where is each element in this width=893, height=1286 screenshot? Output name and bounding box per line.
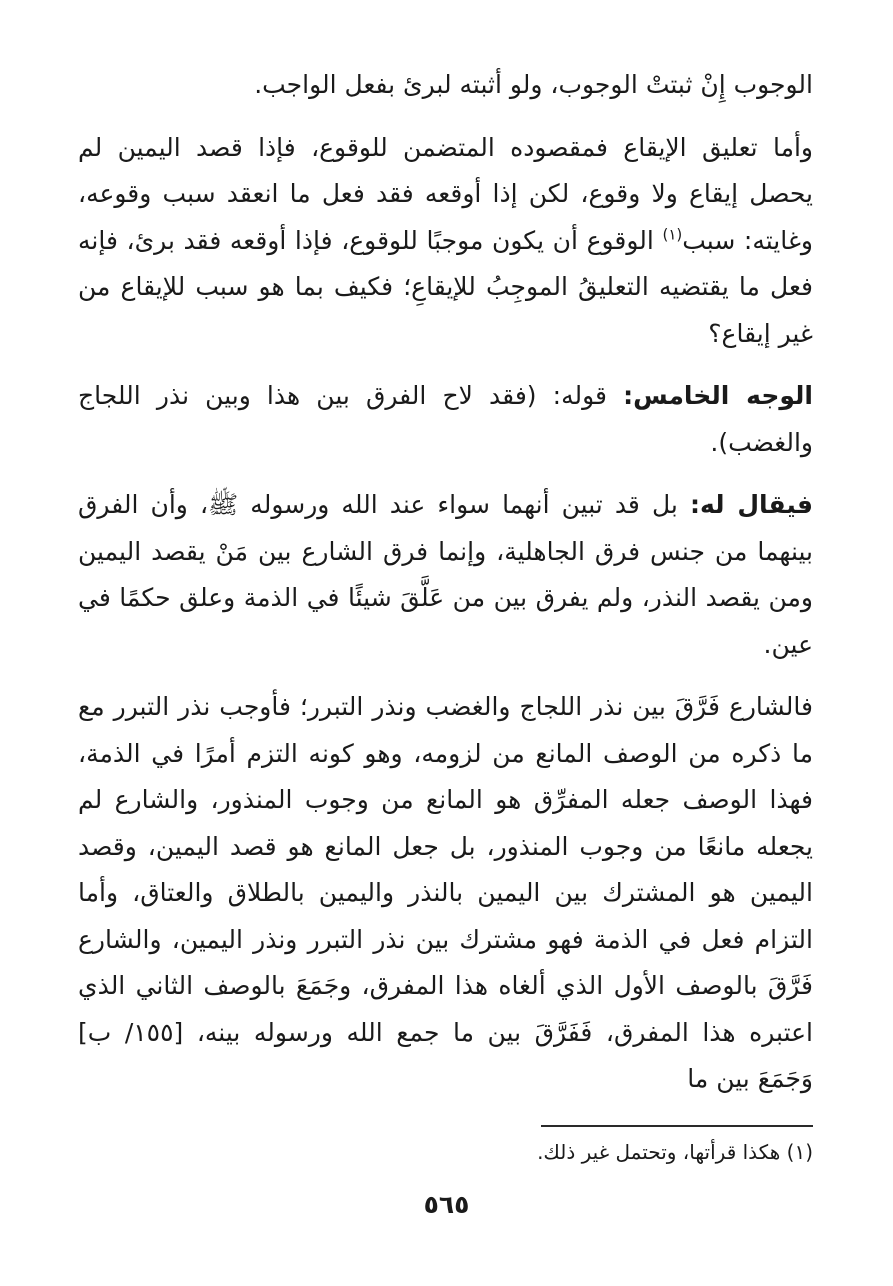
footnote-text: هكذا قرأتها، وتحتمل غير ذلك.	[537, 1140, 781, 1164]
footnote-1	[78, 1137, 813, 1167]
paragraph-1	[78, 62, 813, 109]
footnote-marker: (١)	[786, 1140, 813, 1164]
paragraph-2-text-after: الوقوع أن يكون موجبًا للوقوع، فإذا أوقعه فقد برئ، فإنه فعل ما يقتضيه التعليقُ الموجِبُ للإيقاعِ؛ فكيف بما هو سبب للإيقاع من غير إيقاع؟	[78, 225, 813, 348]
paragraph-1-text: الوجوب إِنْ ثبتتْ الوجوب، ولو أثبته لبرئ بفعل الواجب.	[254, 70, 813, 99]
paragraph-5	[78, 684, 813, 1103]
page-number: ٥٦٥	[423, 1190, 470, 1219]
paragraph-2-text: وأما تعليق الإيقاع فمقصوده المتضمن للوقوع، فإذا قصد اليمين لم يحصل إيقاع ولا وقوع، لكن إذا أوقعه فقد فعل ما انعقد سبب وقوعه، وغايته: سبب	[78, 132, 813, 255]
document-body	[78, 62, 813, 1119]
paragraph-4-text: بل قد تبين أنهما سواء عند الله ورسوله ﷺ، وأن الفرق بينهما من جنس فرق الجاهلية، وإنما فرق الشارع بين مَنْ يقصد اليمين ومن يقصد النذر، ولم يفرق بين من عَلَّقَ شيئًا في الذمة وعلق حكمًا في عين.	[78, 490, 813, 659]
paragraph-4-lead: فيقال له:	[689, 490, 813, 519]
paragraph-3	[78, 373, 813, 466]
paragraph-2	[78, 125, 813, 358]
footnote-divider	[541, 1125, 813, 1127]
paragraph-5-text: فالشارع فَرَّقَ بين نذر اللجاج والغضب ونذر التبرر؛ فأوجب نذر التبرر مع ما ذكره من الوصف المانع من لزومه، وهو كونه التزم أمرًا في الذمة، فهذا الوصف جعله المفرِّق هو المانع من وجوب المنذور، والشارع لم يجعله مانعًا من وجوب المنذور، بل جعل المانع هو قصد اليمين، وقصد اليمين هو المشترك بين اليمين بالنذر واليمين بالطلاق والعتاق، وأما التزام فعل في الذمة فهو مشترك بين نذر التبرر ونذر اليمين، والشارع فَرَّقَ بالوصف الأول الذي ألغاه هذا المفرق، وجَمَعَ بالوصف الثاني الذي اعتبره هذا المفرق، فَفَرَّقَ بين ما جمع الله ورسوله بينه، [١٥٥/ ب] وَجَمَعَ بين ما	[78, 692, 813, 1093]
footnote-reference-1[interactable]: (١)	[662, 225, 683, 244]
paragraph-3-lead: الوجه الخامس:	[623, 381, 813, 410]
paragraph-4	[78, 482, 813, 668]
paragraph-3-text: قوله: (فقد لاح الفرق بين هذا وبين نذر اللجاج والغضب).	[78, 381, 813, 457]
